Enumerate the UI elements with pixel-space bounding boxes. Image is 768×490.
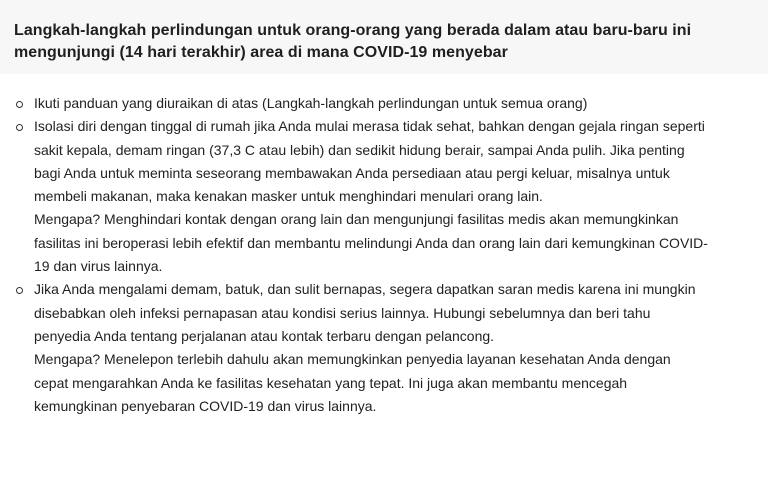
section-header bbox=[0, 0, 768, 74]
list-item-text: Jika Anda mengalami demam, batuk, dan sulit bernapas, segera dapatkan saran medis karena ini mungkin disebabkan oleh infeksi pernapasan atau kondisi serius lainnya. Hubungi sebelumnya dan beri tahu penyedia Anda tentang perjalanan atau kontak terbaru dengan pelancong. bbox=[34, 281, 696, 344]
bullet-icon bbox=[16, 124, 23, 131]
bullet-icon bbox=[16, 287, 23, 294]
measures-list bbox=[14, 92, 708, 418]
section-content bbox=[0, 74, 768, 418]
list-item bbox=[14, 278, 708, 418]
bullet-icon bbox=[16, 101, 23, 108]
list-item-text: Ikuti panduan yang diuraikan di atas (Langkah-langkah perlindungan untuk semua orang) bbox=[34, 95, 588, 111]
list-item bbox=[14, 92, 708, 115]
list-item-why: Mengapa? Menelepon terlebih dahulu akan memungkinkan penyedia layanan kesehatan Anda dengan cepat mengarahkan Anda ke fasilitas kesehatan yang tepat. Ini juga akan membantu mencegah kemungkinan penyebaran COVID-19 dan virus lainnya. bbox=[34, 351, 671, 414]
list-item-text: Isolasi diri dengan tinggal di rumah jika Anda mulai merasa tidak sehat, bahkan dengan gejala ringan seperti sakit kepala, demam ringan (37,3 C atau lebih) dan sedikit hidung berair, sampai Anda pulih. Jika penting bagi Anda untuk meminta seseorang membawakan Anda persediaan atau pergi keluar, misalnya untuk membeli makanan, maka kenakan masker untuk menghindari menulari orang lain. bbox=[34, 118, 705, 205]
list-item-why: Mengapa? Menghindari kontak dengan orang lain dan mengunjungi fasilitas medis akan memungkinkan fasilitas ini beroperasi lebih efektif dan membantu melindungi Anda dan orang lain dari kemungkinan COVID-19 dan virus lainnya. bbox=[34, 211, 708, 275]
section-title: Langkah-langkah perlindungan untuk orang-orang yang berada dalam atau baru-baru ini mengunjungi (14 hari terakhir) area di mana COVID-19 menyebar bbox=[14, 22, 692, 61]
list-item bbox=[14, 115, 708, 278]
